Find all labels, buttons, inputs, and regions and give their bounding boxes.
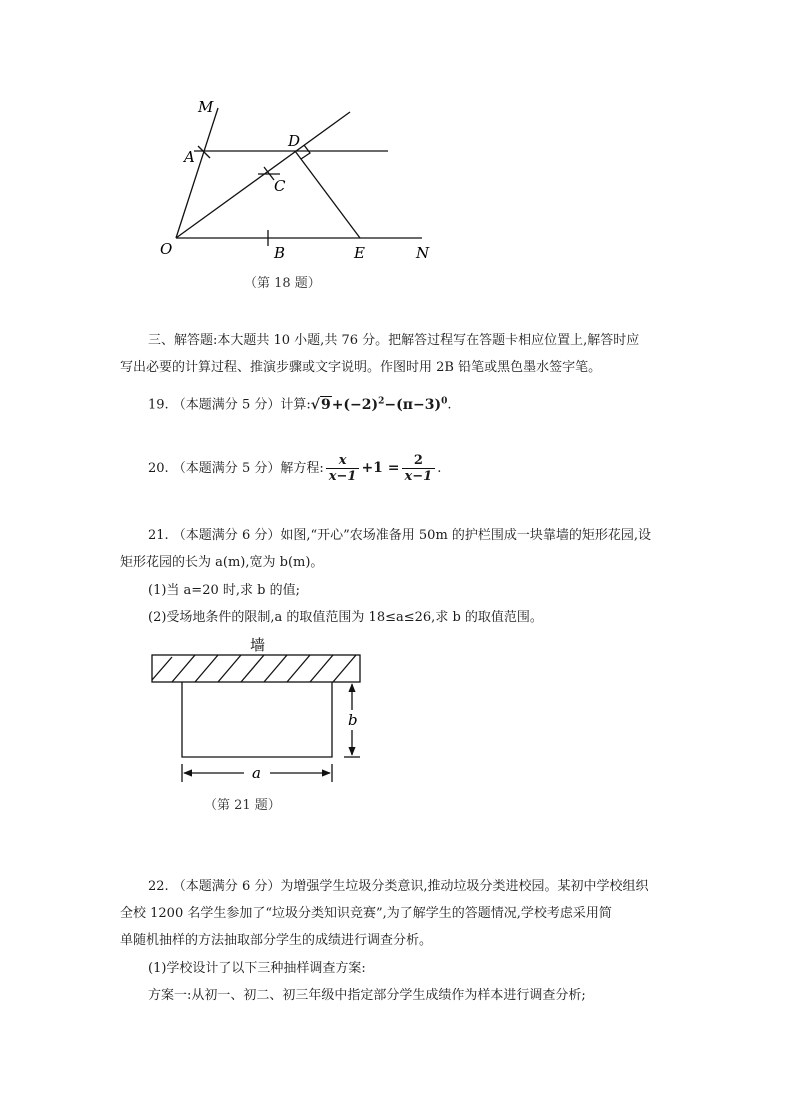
figure-18-caption: （第 18 题） [244, 276, 321, 291]
label-C: C [274, 177, 286, 195]
q20-prefix: 20. （本题满分 5 分）解方程: [148, 461, 324, 476]
q19-exp0: 0 [441, 396, 448, 406]
figure-21-caption: （第 21 题） [204, 798, 281, 813]
label-b: b [348, 711, 358, 729]
q20-den2: x−1 [404, 469, 433, 484]
label-E: E [354, 244, 365, 260]
wall-label: 墙 [250, 636, 266, 654]
label-N: N [416, 244, 430, 260]
q19-prefix: 19. （本题满分 5 分）计算: [148, 397, 311, 413]
question-19 [148, 391, 452, 416]
figure-18 [150, 90, 440, 260]
segment-DE [295, 151, 360, 238]
wall [152, 655, 360, 682]
q21-line2: 矩形花园的长为 a(m),宽为 b(m)。 [120, 555, 324, 570]
q19-radicand: 9 [320, 396, 331, 413]
section3-line2: 写出必要的计算过程、推演步骤或文字说明。作图时用 2B 铅笔或黑色墨水签字笔。 [120, 360, 602, 375]
label-M: M [198, 98, 214, 116]
ray-OD [176, 112, 350, 238]
q21-part2: (2)受场地条件的限制,a 的取值范围为 18≤a≤26,求 b 的取值范围。 [148, 610, 543, 625]
q19-expression [311, 397, 448, 413]
q19-end: . [447, 397, 452, 413]
sqrt-symbol: √9 [310, 396, 331, 413]
label-B: B [274, 244, 286, 260]
q20-den1: x−1 [328, 469, 357, 484]
q22-line1: 22. （本题满分 6 分）为增强学生垃圾分类意识,推动垃圾分类进校园。某初中学校组织 [148, 879, 649, 894]
question-20 [148, 451, 441, 486]
section3-line1: 三、解答题:本大题共 10 小题,共 76 分。把解答过程写在答题卡相应位置上,解答时应 [148, 333, 640, 348]
q20-fraction-1 [326, 453, 360, 484]
label-a: a [252, 764, 261, 782]
q22-plan1: 方案一:从初一、初二、初三年级中指定部分学生成绩作为样本进行调查分析; [148, 988, 586, 1003]
label-O: O [160, 240, 173, 258]
q21-line1: 21. （本题满分 6 分）如图,“开心”农场准备用 50m 的护栏围成一块靠墙的矩形花园,设 [148, 528, 652, 543]
label-A: A [184, 148, 195, 166]
q19-exp2: 2 [378, 396, 385, 406]
q19-term2: +(−2) [331, 396, 379, 413]
label-D: D [288, 132, 301, 150]
garden-rectangle [182, 682, 332, 757]
q20-num1: x [326, 453, 360, 469]
q20-plus1: +1 = [361, 460, 400, 476]
q19-term3: −(π−3) [384, 396, 442, 413]
q22-part1: (1)学校设计了以下三种抽样调查方案: [148, 961, 366, 976]
q20-end: . [437, 461, 442, 476]
q21-part1: (1)当 a=20 时,求 b 的值; [148, 583, 300, 598]
figure-21 [140, 630, 380, 790]
q20-num2: 2 [402, 453, 436, 469]
q20-fraction-2 [402, 453, 436, 484]
ray-OM [176, 108, 218, 238]
q22-line3: 单随机抽样的方法抽取部分学生的成绩进行调查分析。 [120, 933, 433, 948]
q22-line2: 全校 1200 名学生参加了“垃圾分类知识竞赛”,为了解学生的答题情况,学校考虑采用简 [120, 906, 612, 921]
arc-mark-A [198, 146, 210, 158]
